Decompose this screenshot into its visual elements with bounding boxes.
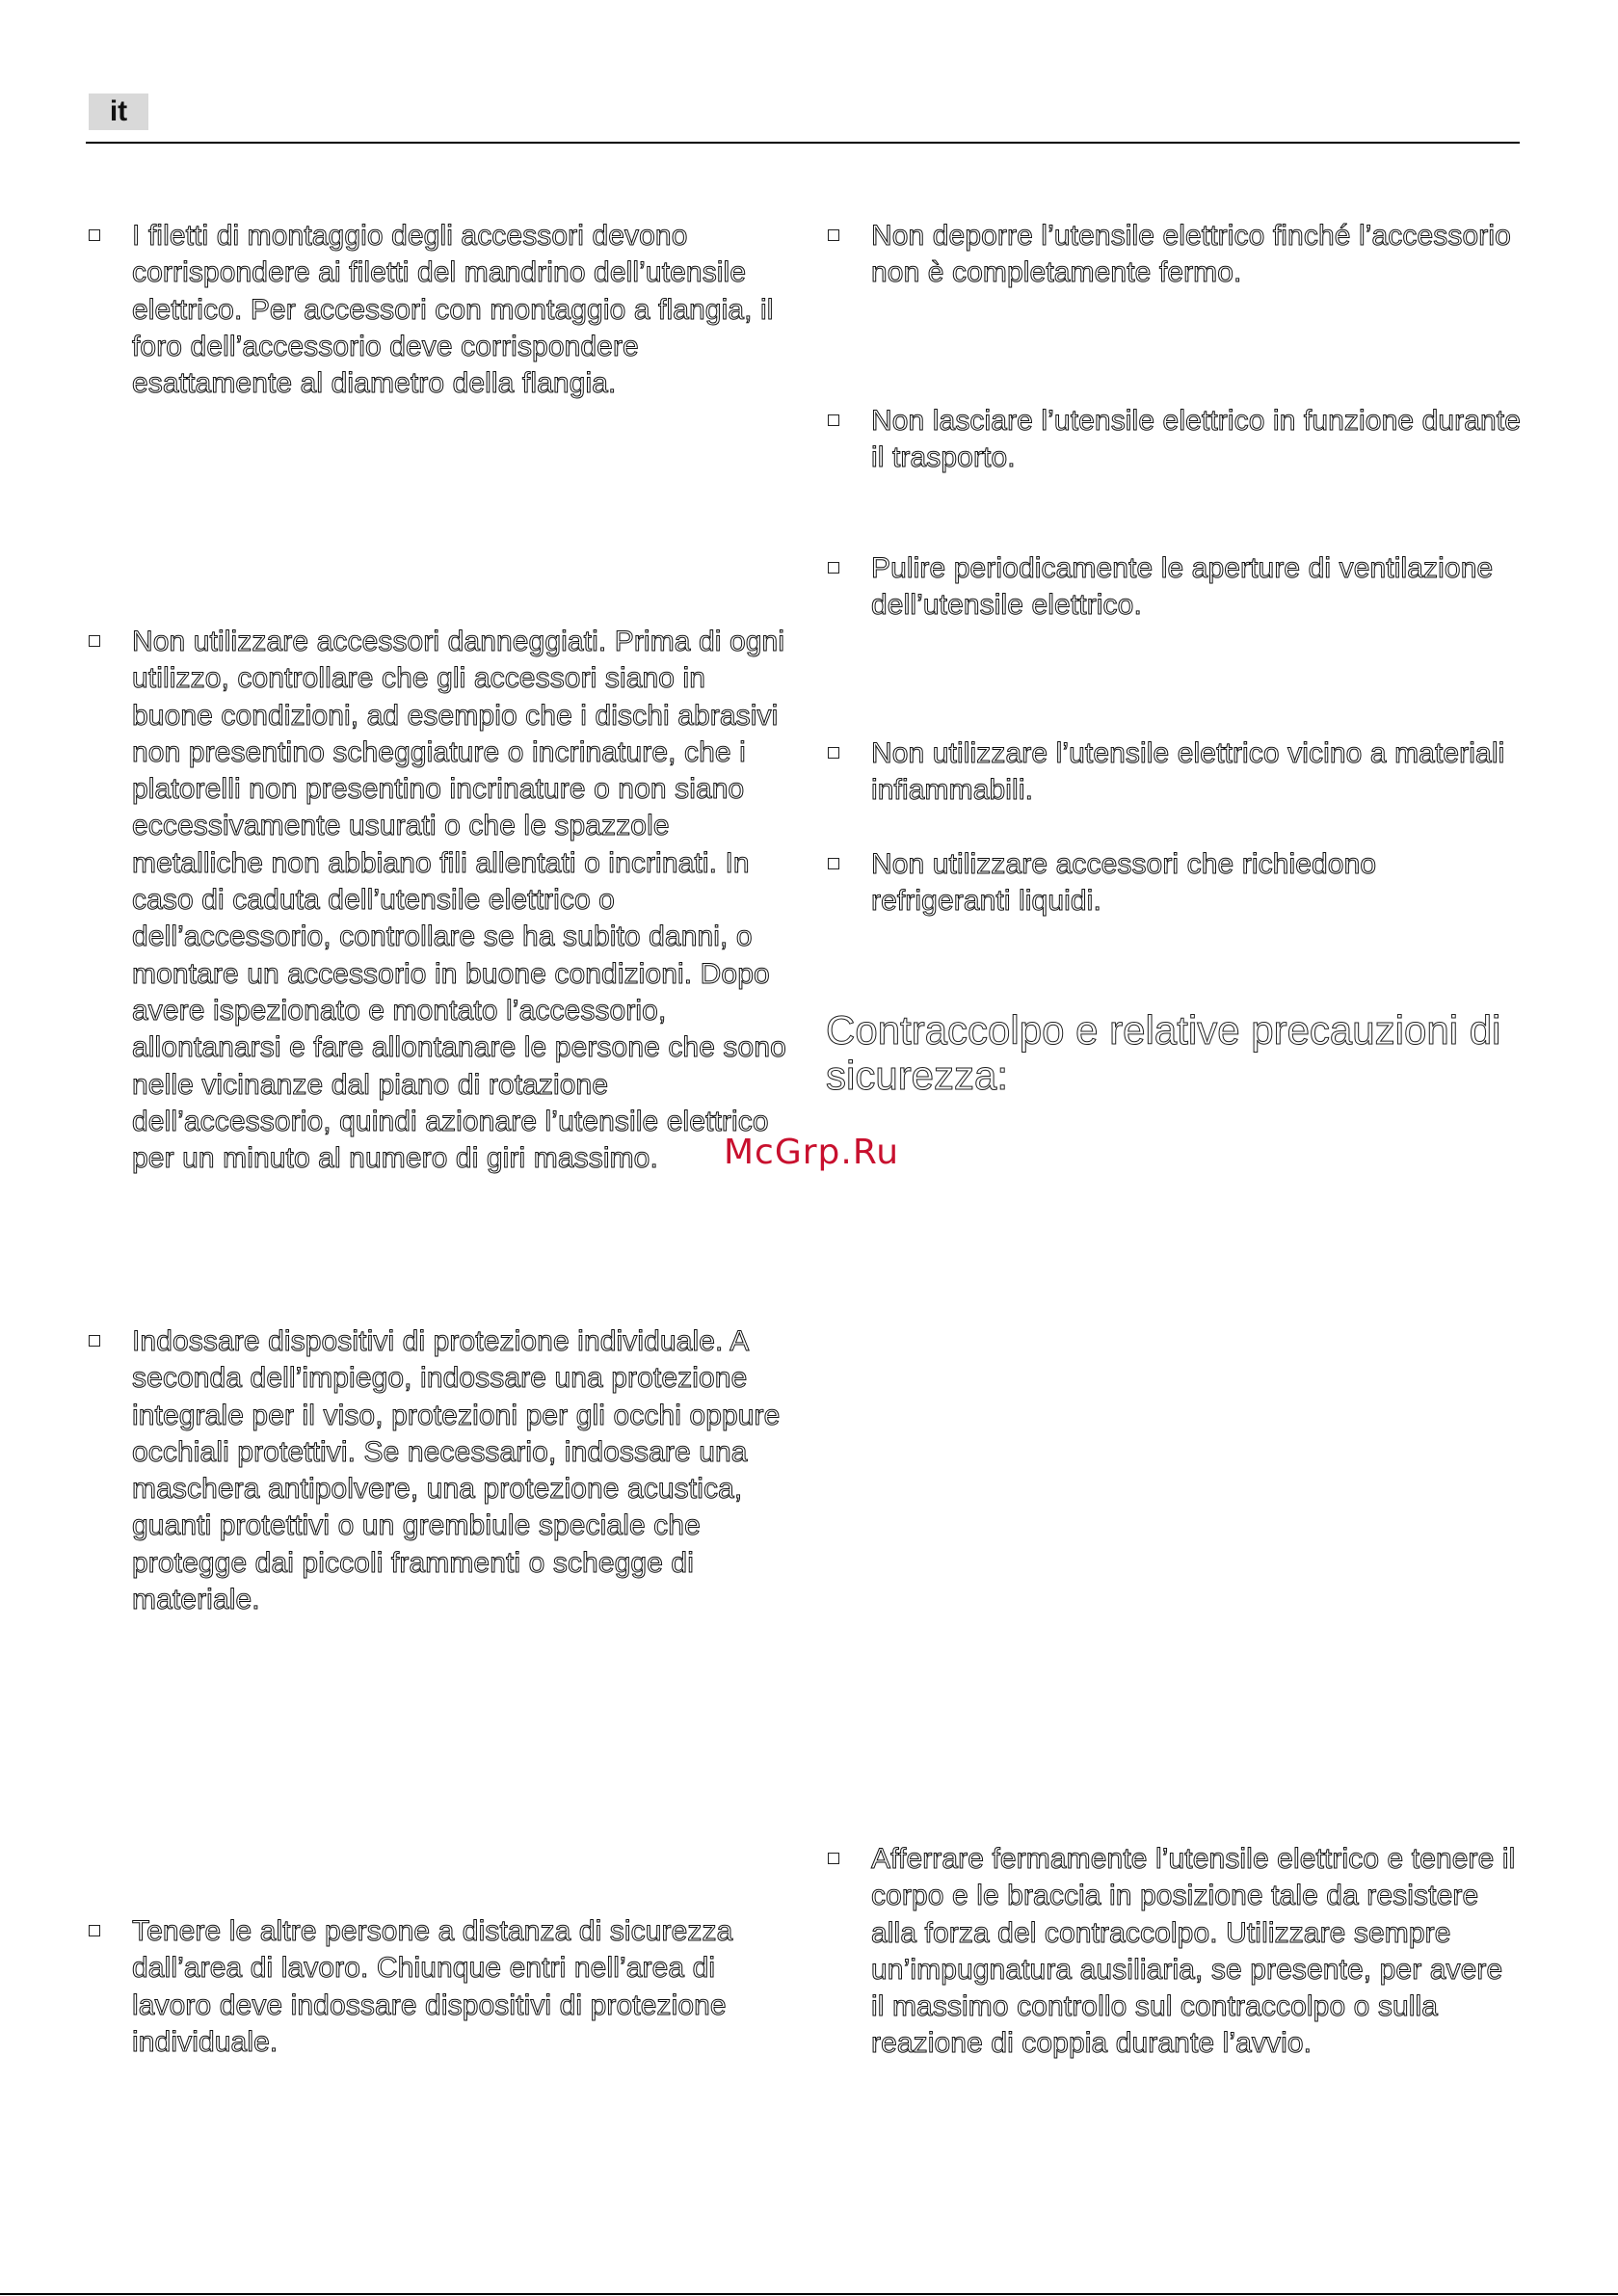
bullet-text: Pulire periodicamente le aperture di ventilazione dell’utensile elettrico. bbox=[871, 552, 1494, 622]
bullet-item bbox=[828, 550, 1522, 625]
checkbox-icon bbox=[828, 1853, 839, 1864]
checkbox-icon bbox=[89, 635, 100, 647]
bullet-item bbox=[828, 1841, 1522, 2063]
bullet-item bbox=[828, 735, 1522, 810]
bullet-item bbox=[89, 218, 792, 402]
bullet-text: Tenere le altre persone a distanza di sicurezza dall’area di lavoro. Chiunque entri nell’area di lavoro deve indossare dispositivi di protezione individuale. bbox=[132, 1915, 733, 2058]
bullet-item bbox=[828, 218, 1522, 292]
watermark: McGrp.Ru bbox=[724, 1133, 900, 1172]
checkbox-icon bbox=[828, 414, 839, 426]
checkbox-icon bbox=[828, 562, 839, 574]
language-badge: it bbox=[89, 93, 148, 130]
checkbox-icon bbox=[89, 1925, 100, 1936]
footer-divider bbox=[0, 2293, 1618, 2295]
checkbox-icon bbox=[828, 858, 839, 869]
bullet-text: Non utilizzare l’utensile elettrico vicino a materiali infiammabili. bbox=[871, 737, 1505, 807]
bullet-item bbox=[828, 846, 1522, 921]
bullet-item bbox=[89, 1913, 792, 2061]
bullet-text: Afferrare fermamente l’utensile elettrico e tenere il corpo e le braccia in posizione tale da resistere alla forza del contraccolpo. Utilizzare sempre un’impugnatura ausiliaria, se presente, per avere il massimo controllo sul contraccolpo o sulla reazione di coppia durante l’avvio. bbox=[871, 1843, 1516, 2060]
header-divider bbox=[86, 142, 1520, 144]
section-heading: Contraccolpo e relative precauzioni di sicurezza: bbox=[826, 1007, 1501, 1098]
bullet-item bbox=[828, 403, 1522, 477]
bullet-text: Indossare dispositivi di protezione individuale. A seconda dell’impiego, indossare una protezione integrale per il viso, protezioni per gli occhi oppure occhiali protettivi. Se necessario, indossare una maschera antipolvere, una protezione acustica, guanti protettivi o un grembiule speciale che protegge dai piccoli frammenti o schegge di materiale. bbox=[132, 1325, 781, 1616]
checkbox-icon bbox=[89, 229, 100, 241]
checkbox-icon bbox=[828, 229, 839, 241]
bullet-text: Non utilizzare accessori che richiedono refrigeranti liquidi. bbox=[871, 848, 1377, 918]
bullet-item bbox=[89, 624, 792, 1177]
bullet-text: Non utilizzare accessori danneggiati. Prima di ogni utilizzo, controllare che gli accessori siano in buone condizioni, ad esempio che i dischi abrasivi non presentino scheggiature o incrinature, che i platorelli non presentino incrinature o non siano eccessivamente usurati o che le spazzole metalliche non abbiano fili allentati o incrinati. In caso di caduta dell’utensile elettrico o dell’accessorio, controllare se ha subito danni, o montare un accessorio in buone condizioni. Dopo avere ispezionato e montato l’accessorio, allontanarsi e fare allontanare le persone che sono nelle vicinanze dal piano di rotazione dell’accessorio, quindi azionare l’utensile elettrico per un minuto al numero di giri massimo. bbox=[132, 626, 786, 1175]
bullet-text: Non lasciare l’utensile elettrico in funzione durante il trasporto. bbox=[871, 405, 1522, 474]
bullet-item bbox=[89, 1323, 792, 1618]
bullet-text: I filetti di montaggio degli accessori devono corrispondere ai filetti del mandrino dell’utensile elettrico. Per accessori con montaggio a flangia, il foro dell’accessorio deve corrispondere esattamente al diametro della flangia. bbox=[132, 220, 774, 400]
checkbox-icon bbox=[89, 1335, 100, 1347]
bullet-text: Non deporre l’utensile elettrico finché l’accessorio non è completamente fermo. bbox=[871, 220, 1511, 289]
checkbox-icon bbox=[828, 747, 839, 759]
